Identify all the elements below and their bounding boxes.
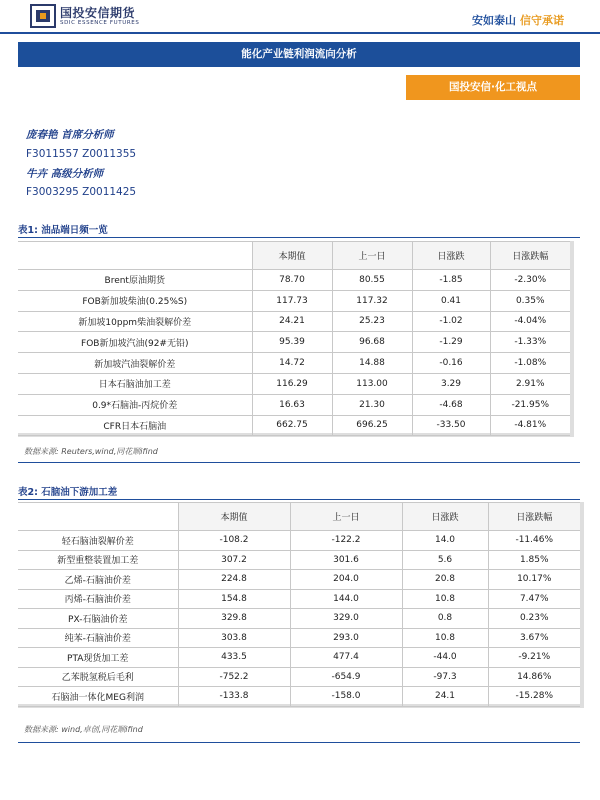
table-row	[18, 589, 580, 609]
table1-header-cell: 日涨跌	[412, 242, 490, 270]
table-row	[18, 353, 570, 374]
slogan-part-b: 信守承诺	[520, 14, 564, 27]
table-cell: -2.30%	[490, 270, 570, 291]
row-label: Brent原油期货	[18, 270, 252, 291]
table-cell: -9.21%	[488, 648, 580, 668]
table-cell: -1.02	[412, 311, 490, 332]
table-cell: 80.55	[332, 270, 412, 291]
table-cell: 696.25	[332, 415, 412, 436]
table-cell: -654.9	[290, 667, 402, 687]
table-cell: 329.0	[290, 609, 402, 629]
table-row	[18, 332, 570, 353]
table-cell: 2.91%	[490, 373, 570, 394]
table-row	[18, 270, 570, 291]
table-cell: 0.8	[402, 609, 488, 629]
slogan-part-a: 安如泰山	[472, 14, 516, 27]
table-cell: 16.63	[252, 394, 332, 415]
row-label: FOB新加坡汽油(92#无铅)	[18, 332, 252, 353]
table-cell: -4.68	[412, 394, 490, 415]
table-row	[18, 311, 570, 332]
table2-source: 数据来源: wind,卓创,同花顺ifind	[24, 725, 143, 734]
table-row	[18, 373, 570, 394]
row-label: CFR日本石脑油	[18, 415, 252, 436]
table-cell: -1.33%	[490, 332, 570, 353]
table1-header-cell	[18, 242, 252, 270]
table-cell: 96.68	[332, 332, 412, 353]
table-cell: -1.29	[412, 332, 490, 353]
table1-shadow-right	[570, 241, 574, 437]
table-cell: -33.50	[412, 415, 490, 436]
table-row	[18, 609, 580, 629]
table2-header-cell: 本期值	[178, 503, 290, 531]
row-label: 纯苯-石脑油价差	[18, 628, 178, 648]
table2-header-cell: 日涨跌幅	[488, 503, 580, 531]
analyst-2-name: 牛卉 高级分析师	[26, 168, 104, 180]
table-cell: 662.75	[252, 415, 332, 436]
row-label: 新型重整装置加工差	[18, 550, 178, 570]
slogan	[472, 12, 564, 28]
table-row	[18, 667, 580, 687]
table1-header-cell: 本期值	[252, 242, 332, 270]
table2-caption: 表2: 石脑油下游加工差	[18, 487, 118, 498]
table-cell: 10.17%	[488, 570, 580, 590]
row-label: PTA现货加工差	[18, 648, 178, 668]
table2-header-cell	[18, 503, 178, 531]
table-cell: 293.0	[290, 628, 402, 648]
table-cell: -97.3	[402, 667, 488, 687]
table-cell: -4.81%	[490, 415, 570, 436]
page-header	[0, 0, 600, 40]
table-row	[18, 648, 580, 668]
table1-header-cell: 日涨跌幅	[490, 242, 570, 270]
table-cell: 204.0	[290, 570, 402, 590]
table-cell: -44.0	[402, 648, 488, 668]
table2-header-cell: 日涨跌	[402, 503, 488, 531]
table-cell: 301.6	[290, 550, 402, 570]
table-row	[18, 628, 580, 648]
table-row	[18, 687, 580, 707]
table-cell: -11.46%	[488, 531, 580, 551]
row-label: PX-石脑油价差	[18, 609, 178, 629]
table-cell: 154.8	[178, 589, 290, 609]
table1	[18, 241, 570, 436]
table-cell: -1.85	[412, 270, 490, 291]
table-cell: -4.04%	[490, 311, 570, 332]
table-row	[18, 415, 570, 436]
analyst-1-name: 庞春艳 首席分析师	[26, 129, 114, 141]
table-cell: 303.8	[178, 628, 290, 648]
table-cell: 7.47%	[488, 589, 580, 609]
table-cell: 24.21	[252, 311, 332, 332]
table-cell: 477.4	[290, 648, 402, 668]
table-cell: -133.8	[178, 687, 290, 707]
table-cell: 144.0	[290, 589, 402, 609]
table1-source-rule	[18, 462, 580, 463]
table-row	[18, 531, 580, 551]
table-cell: 20.8	[402, 570, 488, 590]
row-label: 石脑油一体化MEG利润	[18, 687, 178, 707]
table-cell: 329.8	[178, 609, 290, 629]
header-divider	[0, 32, 600, 34]
table-cell: 25.23	[332, 311, 412, 332]
company-logo-icon	[30, 4, 56, 28]
table-cell: 307.2	[178, 550, 290, 570]
table-cell: -21.95%	[490, 394, 570, 415]
table1-source: 数据来源: Reuters,wind,同花顺ifind	[24, 447, 158, 456]
table-cell: 24.1	[402, 687, 488, 707]
table-cell: 14.72	[252, 353, 332, 374]
company-name-en: SDIC ESSENCE FUTURES	[60, 20, 140, 26]
row-label: 日本石脑油加工差	[18, 373, 252, 394]
table-row	[18, 290, 570, 311]
table-cell: 0.35%	[490, 290, 570, 311]
table-cell: -158.0	[290, 687, 402, 707]
table-cell: -108.2	[178, 531, 290, 551]
table2-source-rule	[18, 742, 580, 743]
report-title: 能化产业链利润流向分析	[18, 42, 580, 67]
table-cell: 117.32	[332, 290, 412, 311]
row-label: 0.9*石脑油-丙烷价差	[18, 394, 252, 415]
table-cell: 14.88	[332, 353, 412, 374]
row-label: 乙烯-石脑油价差	[18, 570, 178, 590]
table-cell: 5.6	[402, 550, 488, 570]
table-cell: 78.70	[252, 270, 332, 291]
table-cell: 113.00	[332, 373, 412, 394]
table-cell: 14.0	[402, 531, 488, 551]
table-cell: -122.2	[290, 531, 402, 551]
table-cell: -1.08%	[490, 353, 570, 374]
table-cell: -15.28%	[488, 687, 580, 707]
table2-shadow-right	[580, 502, 584, 708]
table-cell: 3.29	[412, 373, 490, 394]
table-cell: 14.86%	[488, 667, 580, 687]
table-cell: 10.8	[402, 589, 488, 609]
table-cell: 433.5	[178, 648, 290, 668]
table-cell: 0.23%	[488, 609, 580, 629]
table1-header-row	[18, 242, 570, 270]
row-label: 轻石脑油裂解价差	[18, 531, 178, 551]
table-row	[18, 570, 580, 590]
table-cell: 1.85%	[488, 550, 580, 570]
table1-caption-rule	[18, 237, 580, 238]
row-label: 新加坡汽油裂解价差	[18, 353, 252, 374]
table2-caption-rule	[18, 499, 580, 500]
table-cell: -0.16	[412, 353, 490, 374]
row-label: 新加坡10ppm柴油裂解价差	[18, 311, 252, 332]
table-cell: -752.2	[178, 667, 290, 687]
table-cell: 21.30	[332, 394, 412, 415]
table-cell: 95.39	[252, 332, 332, 353]
table-row	[18, 550, 580, 570]
analyst-1-ids: F3011557 Z0011355	[26, 148, 137, 160]
table-row	[18, 394, 570, 415]
table-cell: 0.41	[412, 290, 490, 311]
row-label: 丙烯-石脑油价差	[18, 589, 178, 609]
table-cell: 3.67%	[488, 628, 580, 648]
table-cell: 116.29	[252, 373, 332, 394]
table-cell: 117.73	[252, 290, 332, 311]
table2-header-row	[18, 503, 580, 531]
table2-header-cell: 上一日	[290, 503, 402, 531]
table1-caption: 表1: 油品端日频一览	[18, 225, 108, 236]
table2	[18, 502, 580, 707]
analyst-2-ids: F3003295 Z0011425	[26, 186, 137, 198]
table-cell: 224.8	[178, 570, 290, 590]
table1-header-cell: 上一日	[332, 242, 412, 270]
table-cell: 10.8	[402, 628, 488, 648]
row-label: 乙苯脱氢税后毛利	[18, 667, 178, 687]
company-name: 国投安信期货	[60, 6, 136, 20]
section-tag: 国投安信·化工视点	[406, 75, 580, 100]
row-label: FOB新加坡柴油(0.25%S)	[18, 290, 252, 311]
